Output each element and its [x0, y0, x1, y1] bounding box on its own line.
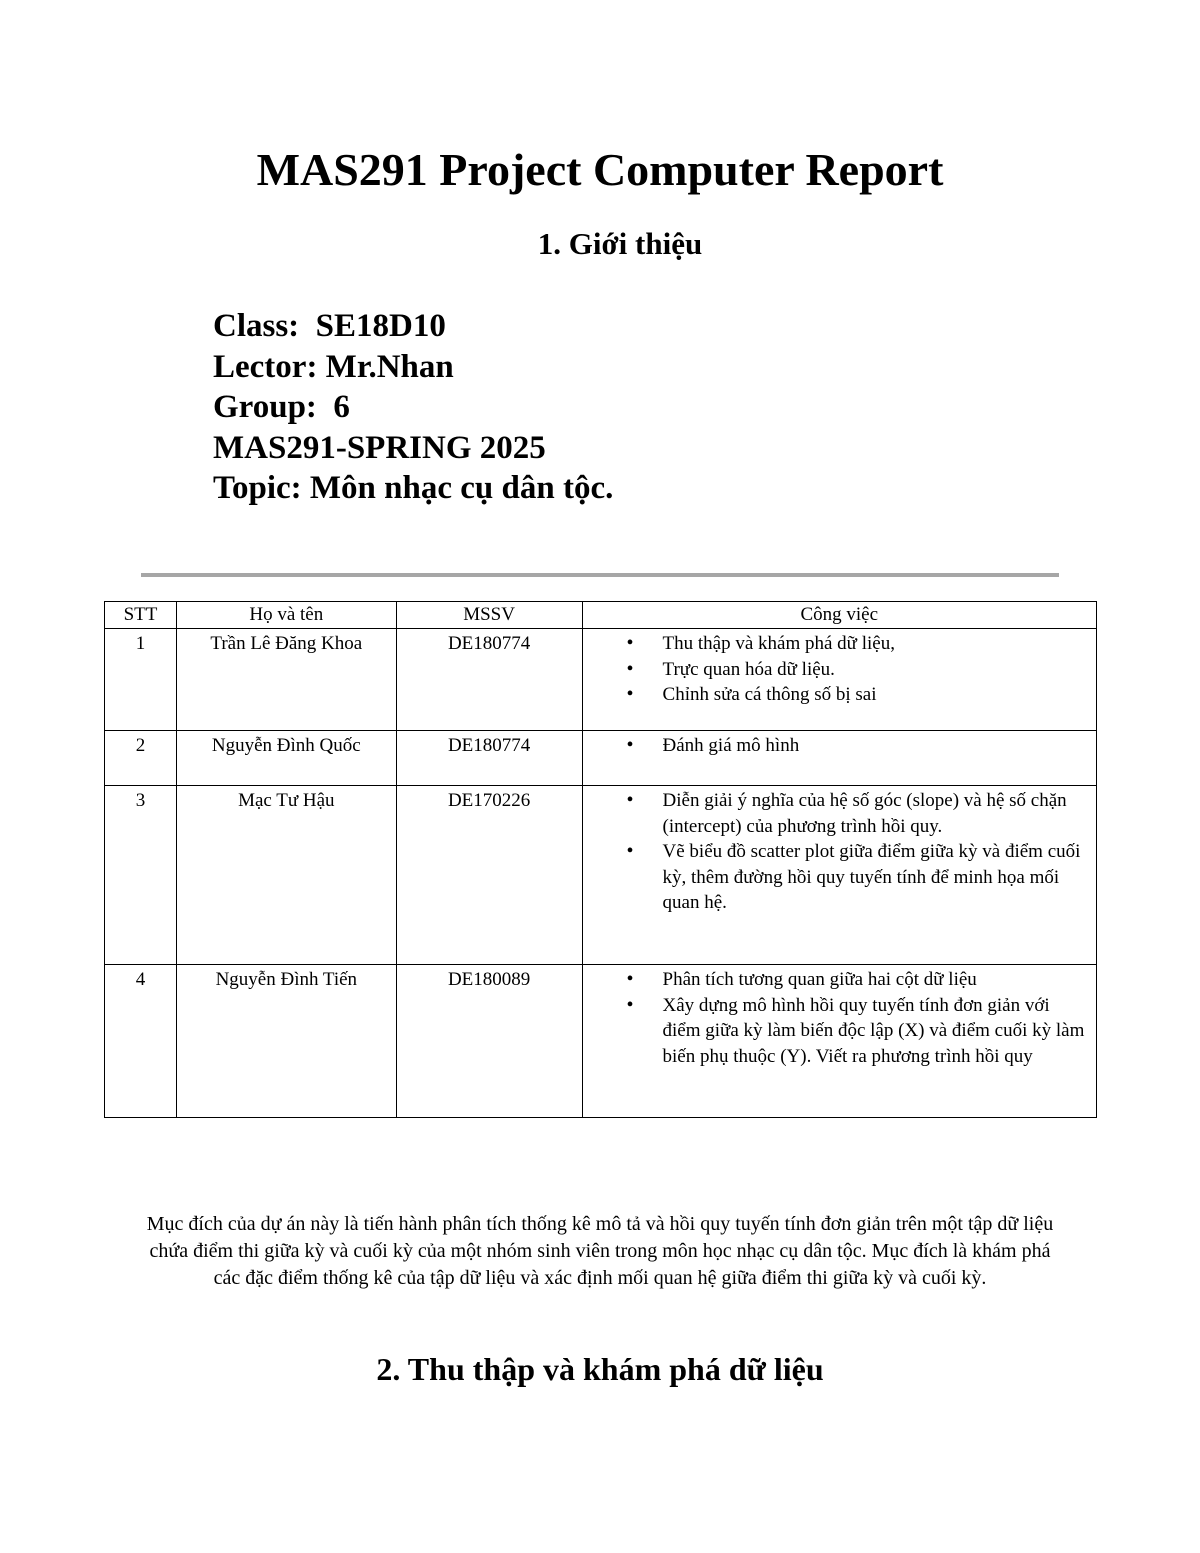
cell-student-id: DE180774: [396, 629, 582, 731]
header-tasks: Công việc: [582, 602, 1096, 629]
task-list: [583, 631, 1096, 708]
class-info-block: [213, 306, 613, 509]
horizontal-divider: [141, 573, 1059, 577]
member-task-table: [104, 601, 1097, 1118]
cell-tasks: [582, 731, 1096, 786]
table-row: [105, 629, 1097, 731]
task-item: • Vẽ biểu đồ scatter plot giữa điểm giữa kỳ và điểm cuối kỳ, thêm đường hồi quy tuyến tính để minh họa mối quan hệ.: [663, 839, 1086, 916]
table-row: [105, 965, 1097, 1118]
cell-tasks: [582, 629, 1096, 731]
task-list: [583, 788, 1096, 916]
lector-line: Lector: Mr.Nhan: [213, 348, 454, 385]
cell-stt: 2: [105, 731, 177, 786]
cell-name: Trần Lê Đăng Khoa: [176, 629, 396, 731]
header-name: Họ và tên: [176, 602, 396, 629]
header-stt: STT: [105, 602, 177, 629]
task-item: • Diễn giải ý nghĩa của hệ số góc (slope) và hệ số chặn (intercept) của phương trình hồi quy.: [663, 788, 1086, 839]
header-student-id: MSSV: [396, 602, 582, 629]
course-line: MAS291-SPRING 2025: [213, 429, 546, 466]
task-item: • Xây dựng mô hình hồi quy tuyến tính đơn giản với điểm giữa kỳ làm biến độc lập (X) và điểm cuối kỳ làm biến phụ thuộc (Y). Viết ra phương trình hồi quy: [663, 993, 1086, 1070]
cell-stt: 1: [105, 629, 177, 731]
cell-tasks: [582, 965, 1096, 1118]
cell-stt: 4: [105, 965, 177, 1118]
purpose-paragraph: Mục đích của dự án này là tiến hành phân tích thống kê mô tả và hồi quy tuyến tính đơn giản trên một tập dữ liệu chứa điểm thi giữa kỳ và cuối kỳ của một nhóm sinh viên trong môn học nhạc cụ dân tộc. Mục đích là khám phá các đặc điểm thống kê của tập dữ liệu và xác định mối quan hệ giữa điểm thi giữa kỳ và cuối kỳ.: [146, 1213, 1054, 1289]
cell-name: Mạc Tư Hậu: [176, 786, 396, 965]
task-item: • Thu thập và khám phá dữ liệu,: [663, 631, 1086, 657]
class-line: Class: SE18D10: [213, 308, 446, 344]
task-item: • Phân tích tương quan giữa hai cột dữ liệu: [663, 967, 1086, 993]
cell-student-id: DE170226: [396, 786, 582, 965]
cell-stt: 3: [105, 786, 177, 965]
topic-line: Topic: Môn nhạc cụ dân tộc.: [213, 470, 614, 506]
page-title: MAS291 Project Computer Report: [256, 144, 944, 195]
section-heading-data: 2. Thu thập và khám phá dữ liệu: [376, 1351, 824, 1387]
table-header-row: [105, 602, 1097, 629]
group-line: Group: 6: [213, 389, 350, 425]
cell-tasks: [582, 786, 1096, 965]
cell-student-id: DE180774: [396, 731, 582, 786]
table-row: [105, 786, 1097, 965]
section-heading-intro: 1. Giới thiệu: [537, 226, 703, 261]
task-list: [583, 733, 1096, 759]
task-item: • Trực quan hóa dữ liệu.: [663, 657, 1086, 683]
task-list: [583, 967, 1096, 1069]
table-row: [105, 731, 1097, 786]
task-item: • Chỉnh sửa cá thông số bị sai: [663, 682, 1086, 708]
cell-name: Nguyễn Đình Tiến: [176, 965, 396, 1118]
cell-student-id: DE180089: [396, 965, 582, 1118]
cell-name: Nguyễn Đình Quốc: [176, 731, 396, 786]
task-item: • Đánh giá mô hình: [663, 733, 1086, 759]
